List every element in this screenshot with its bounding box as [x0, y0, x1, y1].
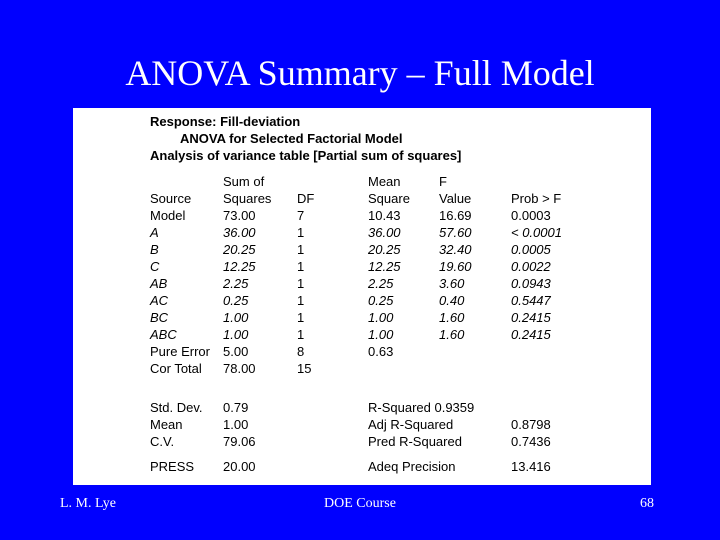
cell-p: 0.0022	[511, 259, 551, 274]
stat-label: Std. Dev.	[150, 400, 203, 415]
cell-ms: 1.00	[368, 327, 394, 342]
press-value: 20.00	[223, 459, 256, 474]
cell-df: 1	[297, 242, 305, 257]
col-f-h1: F	[439, 174, 447, 189]
cell-ss: 78.00	[223, 361, 256, 376]
response-line: Response: Fill-deviation	[150, 114, 301, 129]
cell-f: 19.60	[439, 259, 472, 274]
cell-f: 1.60	[439, 310, 465, 325]
stat-value: 79.06	[223, 434, 256, 449]
col-source-header: Source	[150, 191, 192, 206]
col-ss-h1: Sum of	[223, 174, 265, 189]
cell-f: 57.60	[439, 225, 472, 240]
cell-p: 0.0943	[511, 276, 551, 291]
cell-df: 15	[297, 361, 312, 376]
footer-author: L. M. Lye	[60, 496, 116, 511]
cell-ss: 12.25	[223, 259, 256, 274]
cell-f: 3.60	[439, 276, 465, 291]
cell-df: 8	[297, 344, 305, 359]
cell-p: 0.2415	[511, 327, 551, 342]
cell-source: AC	[150, 293, 169, 308]
col-ms-header: Square	[368, 191, 410, 206]
col-p-header: Prob > F	[511, 191, 562, 206]
cell-source: Cor Total	[150, 361, 202, 376]
cell-source: BC	[150, 310, 169, 325]
cell-p: 0.5447	[511, 293, 551, 308]
cell-source: A	[150, 225, 159, 240]
cell-ss: 1.00	[223, 310, 249, 325]
press-label: PRESS	[150, 459, 195, 474]
cell-p: 0.0003	[511, 208, 551, 223]
stat-value: 1.00	[223, 417, 249, 432]
stat-value2: 0.7436	[511, 434, 551, 449]
cell-p: 0.0005	[511, 242, 551, 257]
cell-df: 1	[297, 225, 305, 240]
cell-df: 1	[297, 259, 305, 274]
adeq-precision-label: Adeq Precision	[368, 459, 456, 474]
cell-ss: 2.25	[223, 276, 249, 291]
stat-value: 0.79	[223, 400, 249, 415]
cell-source: B	[150, 242, 159, 257]
stat-label: Mean	[150, 417, 183, 432]
cell-ms: 10.43	[368, 208, 401, 223]
cell-ss: 1.00	[223, 327, 249, 342]
page-number: 68	[640, 496, 654, 511]
cell-ms: 36.00	[368, 225, 401, 240]
col-f-header: Value	[439, 191, 472, 206]
cell-ms: 20.25	[368, 242, 401, 257]
cell-p: 0.2415	[511, 310, 551, 325]
cell-ss: 5.00	[223, 344, 249, 359]
cell-ms: 0.25	[368, 293, 394, 308]
cell-source: Model	[150, 208, 186, 223]
cell-ss: 73.00	[223, 208, 256, 223]
cell-ms: 2.25	[368, 276, 394, 291]
footer-course: DOE Course	[324, 496, 396, 511]
adeq-precision-value: 13.416	[511, 459, 551, 474]
col-ms-h1: Mean	[368, 174, 401, 189]
stat-value2: 0.8798	[511, 417, 551, 432]
col-df-header: DF	[297, 191, 315, 206]
cell-ms: 0.63	[368, 344, 394, 359]
cell-source: ABC	[150, 327, 177, 342]
stat-label2: Adj R-Squared	[368, 417, 454, 432]
cell-p: < 0.0001	[511, 225, 562, 240]
cell-ms: 12.25	[368, 259, 401, 274]
cell-ss: 0.25	[223, 293, 249, 308]
cell-df: 1	[297, 276, 305, 291]
cell-ms: 1.00	[368, 310, 394, 325]
model-line: ANOVA for Selected Factorial Model	[180, 131, 403, 146]
anova-report-panel	[73, 108, 651, 485]
cell-source: AB	[150, 276, 168, 291]
cell-f: 16.69	[439, 208, 472, 223]
stat-label2: R-Squared 0.9359	[368, 400, 475, 415]
cell-f: 1.60	[439, 327, 465, 342]
cell-ss: 36.00	[223, 225, 256, 240]
cell-df: 1	[297, 293, 305, 308]
stat-label: C.V.	[150, 434, 175, 449]
cell-df: 1	[297, 327, 305, 342]
cell-f: 0.40	[439, 293, 465, 308]
col-ss-header: Squares	[223, 191, 272, 206]
cell-ss: 20.25	[223, 242, 256, 257]
stat-label2: Pred R-Squared	[368, 434, 462, 449]
cell-df: 7	[297, 208, 305, 223]
cell-f: 32.40	[439, 242, 472, 257]
cell-source: Pure Error	[150, 344, 210, 359]
slide-title: ANOVA Summary – Full Model	[125, 53, 595, 93]
cell-df: 1	[297, 310, 305, 325]
cell-source: C	[150, 259, 160, 274]
analysis-line: Analysis of variance table [Partial sum of squares]	[150, 148, 462, 163]
